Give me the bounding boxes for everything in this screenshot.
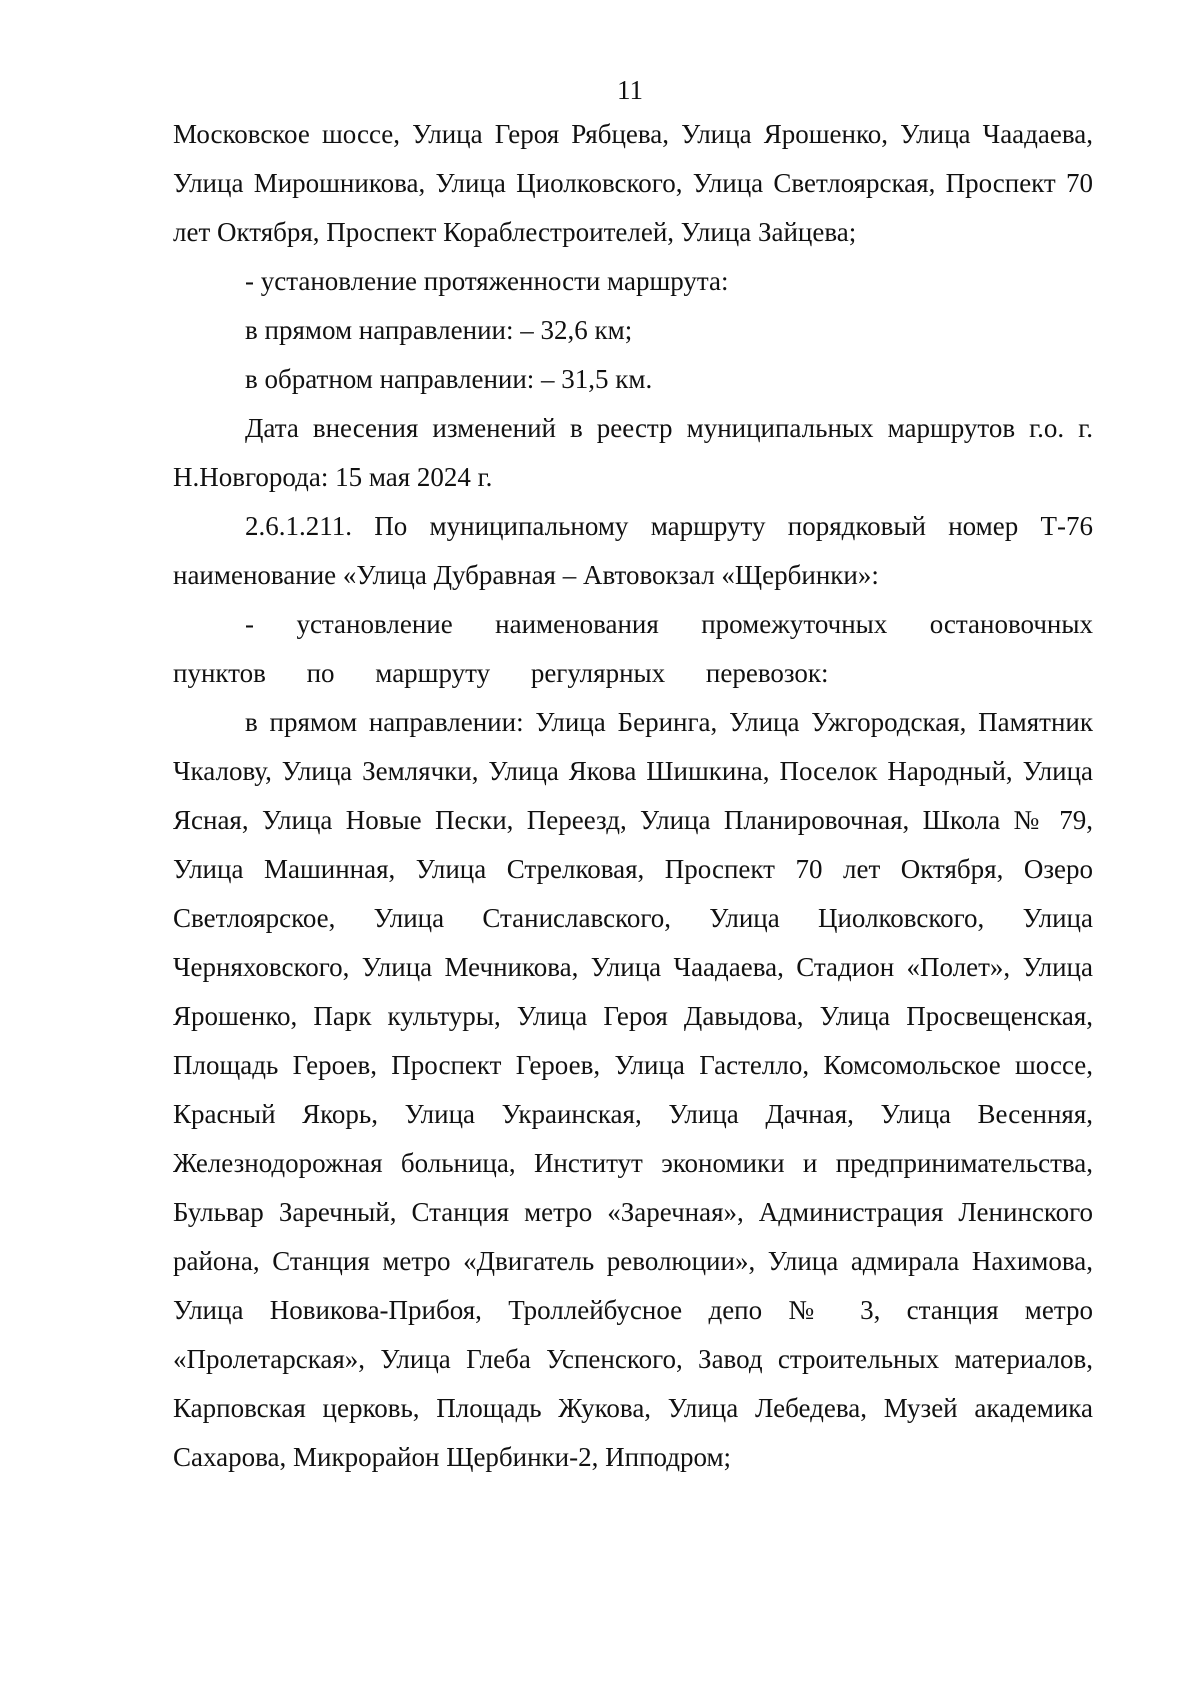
paragraph-route-length-heading: - установление протяженности маршрута: xyxy=(245,266,729,296)
paragraph-stops-heading: - установление наименования промежуточных остановочных пунктов по маршруту регулярных перевозок: xyxy=(173,609,1093,688)
paragraph-registry-date: Дата внесения изменений в реестр муниципальных маршрутов г.о. г. Н.Новгорода: 15 мая 2024 г. xyxy=(173,413,1093,492)
paragraph-forward-stops-list: в прямом направлении: Улица Беринга, Улица Ужгородская, Памятник Чкалову, Улица Землячки, Улица Якова Шишкина, Поселок Народный, Улица Ясная, Улица Новые Пески, Переезд, Улица Планировочная, Школа № 79, Улица Машинная, Улица Стрелковая, Проспект 70 лет Октября, Озеро Светлоярское, Улица Станиславского, Улица Циолковского, Улица Черняховского, Улица Мечникова, Улица Чаадаева, Стадион «Полет», Улица Ярошенко, Парк культуры, Улица Героя Давыдова, Улица Просвещенская, Площадь Героев, Проспект Героев, Улица Гастелло, Комсомольское шоссе, Красный Якорь, Улица Украинская, Улица Дачная, Улица Весенняя, Железнодорожная больница, Институт экономики и предпринимательства, Бульвар Заречный, Станция метро «Заречная», Администрация Ленинского района, Станция метро «Двигатель революции», Улица адмирала Нахимова, Улица Новикова-Прибоя, Троллейбусное депо № 3, станция метро «Пролетарская», Улица Глеба Успенского, Завод строительных материалов, Карповская церковь, Площадь Жукова, Улица Лебедева, Музей академика Сахарова, Микрорайон Щербинки-2, Ипподром; xyxy=(173,707,1093,1472)
page-number: 11 xyxy=(617,75,643,105)
paragraph-route-streets-continued: Московское шоссе, Улица Героя Рябцева, Улица Ярошенко, Улица Чаадаева, Улица Мирошникова, Улица Циолковского, Улица Светлоярская, Проспект 70 лет Октября, Проспект Кораблестроителей, Улица Зайцева; xyxy=(173,119,1093,247)
document-body xyxy=(173,110,1093,1482)
paragraph-reverse-length: в обратном направлении: – 31,5 км. xyxy=(245,364,653,394)
paragraph-route-t76-heading: 2.6.1.211. По муниципальному маршруту порядковый номер Т-76 наименование «Улица Дубравная – Автовокзал «Щербинки»: xyxy=(173,511,1093,590)
paragraph-forward-length: в прямом направлении: – 32,6 км; xyxy=(245,315,633,345)
